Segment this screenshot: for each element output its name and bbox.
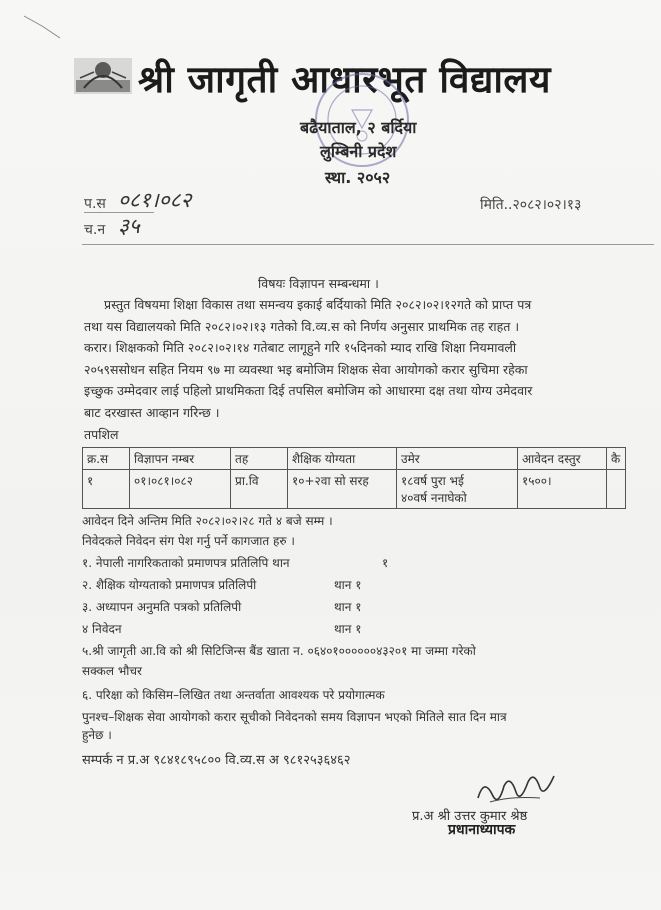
table-cell: [607, 470, 626, 509]
signatory-title: प्रधानाध्यापक: [448, 822, 516, 838]
table-cell: १: [83, 470, 130, 509]
signatory-name: प्र.अ श्री उत्तर कुमार श्रेष्ठ: [412, 809, 528, 824]
body-line: २०५९ससोधन सहित नियम ९७ मा व्यवस्था भइ बमोजिम शिक्षक सेवा आयोगको करार सुचिमा रहेका: [84, 361, 528, 377]
patra-label: प.स: [84, 196, 106, 212]
table-header-cell: कै: [607, 448, 626, 470]
body-line: इच्छुक उम्मेदवार लाई पहिलो प्राथमिकता दिई तपसिल बमोजिम को आधारमा दक्ष तथा योग्य उमेदवार: [84, 383, 533, 398]
table-row: [83, 470, 626, 509]
address-line-2: लुम्बिनी प्रदेश: [320, 142, 397, 161]
punascha-line-1: पुनश्च–शिक्षक सेवा आयोगको करार सूचीको निवेदनको समय विज्ञापन भएको मितिले सात दिन मात्र: [82, 710, 507, 724]
body-line: करार। शिक्षकको मिति २०८२।०२।१४ गतेबाट लागूहुने गरि १५दिनको म्याद राखि शिक्षा नियमावली: [84, 340, 517, 355]
established-year: स्था. २०५२: [325, 168, 391, 187]
contact-line: सम्पर्क न प्र.अ ९८४१८९५८०० वि.व्य.स अ ९८१२५३६४६२: [82, 753, 351, 768]
table-cell: १५००।: [518, 470, 607, 509]
table-cell: १०+२वा सो सरह: [288, 470, 397, 509]
punascha-line-2: हुनेछ ।: [82, 728, 112, 742]
letter-date: मिति..२०८२।०२।१३: [480, 197, 582, 213]
table-cell: ०१।०८१।०८२: [130, 470, 231, 509]
doc-item-count: थान १: [334, 600, 362, 614]
item5-line-2: सक्कल भौचर: [82, 664, 142, 678]
age-line-2: ४०वर्ष ननाघेको: [401, 491, 467, 505]
body-paragraph: [84, 294, 646, 423]
doc-item-count: १: [382, 556, 389, 570]
vacancy-table: [82, 447, 626, 509]
school-name: श्री जागृती आधारभूत विद्यालय: [138, 58, 551, 101]
body-line: तथा यस विद्यालयको मिति २०८२।०२।१३ गतेको वि.व्य.स को निर्णय अनुसार प्राथमिक तह राहत ।: [84, 318, 520, 334]
table-header-cell: क्र.स: [83, 448, 130, 470]
table-header-cell: विज्ञापन नम्बर: [130, 448, 231, 470]
patra-value: ०८१।०८२: [118, 188, 192, 212]
item5-line-1: ५.श्री जागृती आ.वि को श्री सिटिजिन्स बैंड खाता न. ०६४०१००००००४३२०१ मा जम्मा गरेको: [82, 644, 476, 658]
table-cell: प्रा.वि: [231, 470, 288, 509]
age-line-1: १८वर्ष पुरा भई: [401, 474, 464, 488]
table-header-cell: शैक्षिक योग्यता: [288, 448, 397, 470]
doc-item-text: २. शैक्षिक योग्यताको प्रमाणपत्र प्रतिलिपी: [82, 578, 257, 592]
tapasil-label: तपशिल: [84, 427, 119, 442]
table-header-cell: उमेर: [397, 448, 518, 470]
header-rule: [82, 244, 654, 245]
docs-intro: निवेदकले निवेदन संग पेश गर्नु पर्ने कागजात हरु ।: [82, 534, 295, 548]
doc-item-text: ४ निवेदन: [82, 622, 122, 636]
doc-item-count: थान १: [334, 622, 362, 636]
chalani-value: ३५: [118, 214, 140, 238]
item6-line: ६. परिक्षा को किसिम–लिखित तथा अन्तर्वाता आवश्यक परे प्रयोगात्मक: [82, 688, 385, 702]
table-header-cell: आवेदन दस्तुर: [518, 448, 607, 470]
doc-item-count: थान १: [334, 578, 362, 592]
table-header-row: [83, 448, 626, 470]
table-header-cell: तह: [231, 448, 288, 470]
deadline-line: आवेदन दिने अन्तिम मिति २०८२।०२।२८ गते ४ बजे सम्म ।: [82, 514, 333, 528]
doc-item-text: १. नेपाली नागरिकताको प्रमाणपत्र प्रतिलिपि थान: [82, 556, 290, 570]
address-line-1: बढैयाताल, २ बर्दिया: [300, 118, 417, 137]
body-line: प्रस्तुत विषयमा शिक्षा विकास तथा समन्वय इकाई बर्दियाको मिति २०८२।०२।१२गते को प्राप्त पत्र: [104, 297, 532, 312]
table-cell-age: [397, 470, 518, 509]
subject-line: विषयः विज्ञापन सम्बन्धमा ।: [258, 276, 379, 291]
patra-underline: [84, 212, 154, 213]
school-logo-icon: [74, 58, 132, 94]
doc-item-text: ३. अध्यापन अनुमति पत्रको प्रतिलिपी: [82, 600, 242, 614]
chalani-label: च.न: [84, 222, 106, 238]
corner-mark: [22, 12, 62, 42]
body-line: बाट दरखास्त आव्हान गरिन्छ ।: [84, 404, 220, 420]
